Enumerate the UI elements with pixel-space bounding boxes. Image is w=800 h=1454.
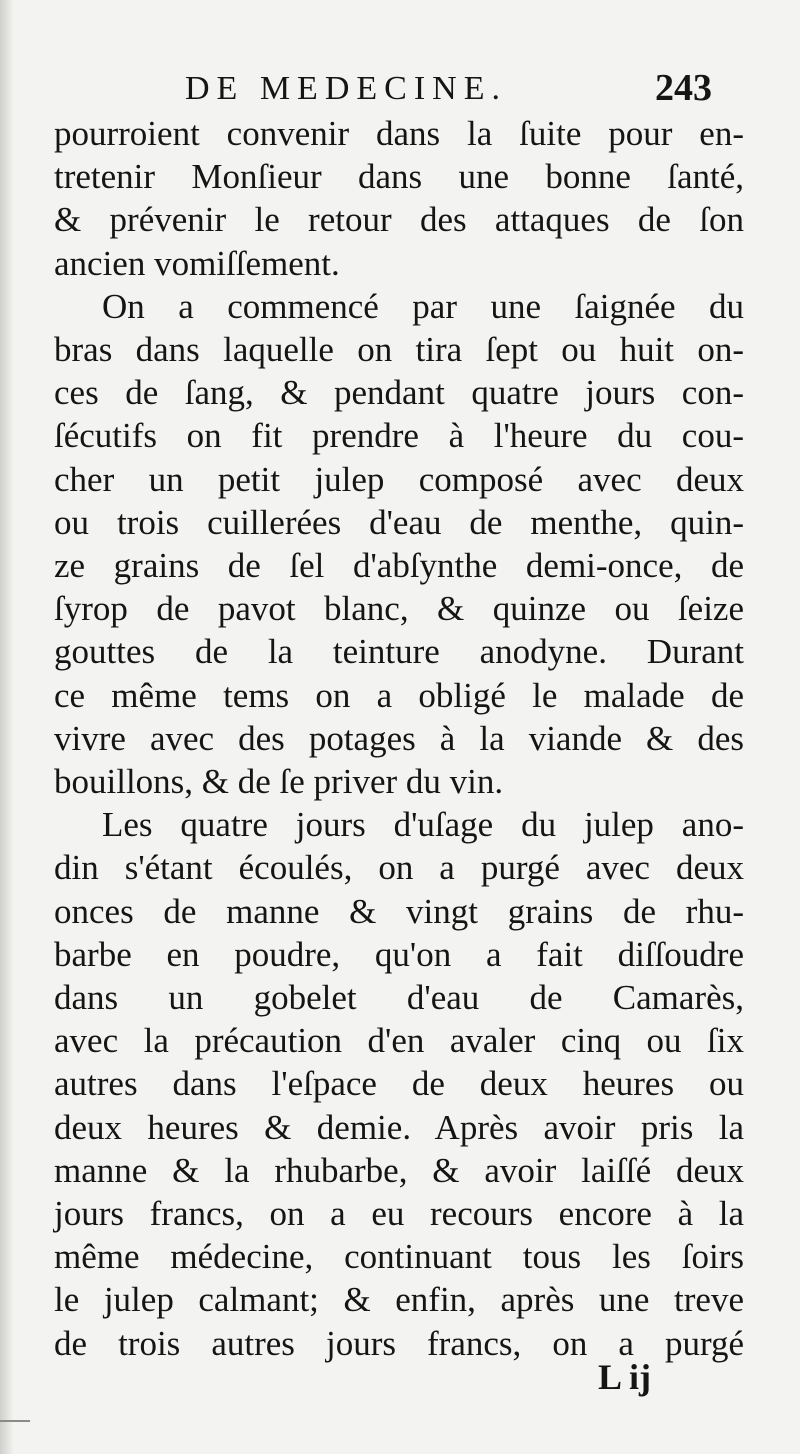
text-line: Les quatre jours d'uſage du julep ano-: [102, 805, 744, 845]
text-line: ce même tems on a obligé le malade de: [54, 675, 744, 715]
text-line: cher un petit julep composé avec deux: [54, 459, 744, 499]
text-line: bras dans laquelle on tira ſept ou huit on-: [54, 330, 744, 370]
text-line: avec la précaution d'en avaler cinq ou ſix: [54, 1021, 744, 1061]
signature-mark: L ij: [598, 1357, 652, 1397]
text-line: vivre avec des potages à la viande & des: [54, 718, 744, 758]
text-line: dans un gobelet d'eau de Camarès,: [54, 978, 744, 1018]
page-edge-shadow: [0, 0, 14, 1454]
text-line: tretenir Monſieur dans une bonne ſanté,: [54, 157, 744, 197]
text-line: din s'étant écoulés, on a purgé avec deux: [54, 848, 744, 888]
text-line: même médecine, continuant tous les ſoirs: [54, 1237, 744, 1277]
text-line: pourroient convenir dans la ſuite pour en-: [54, 114, 744, 153]
text-line: deux heures & demie. Après avoir pris la: [54, 1107, 744, 1147]
text-line: onces de manne & vingt grains de rhu-: [54, 891, 744, 931]
page-number: 243: [655, 67, 712, 109]
text-line: & prévenir le retour des attaques de ſon: [54, 200, 744, 240]
text-line: bouillons, & de ſe priver du vin.: [54, 762, 504, 802]
body-text: [54, 112, 744, 1365]
text-line: jours francs, on a eu recours encore à la: [54, 1194, 744, 1234]
text-line: ze grains de ſel d'abſynthe demi-once, de: [54, 546, 744, 586]
bottom-rule: [0, 1420, 30, 1422]
text-line: le julep calmant; & enfin, après une treve: [54, 1280, 744, 1320]
text-line: ſécutifs on fit prendre à l'heure du cou-: [54, 416, 744, 456]
text-line: ſyrop de pavot blanc, & quinze ou ſeize: [54, 589, 744, 629]
text-line: gouttes de la teinture anodyne. Durant: [54, 632, 744, 672]
text-line: ces de ſang, & pendant quatre jours con-: [54, 373, 744, 413]
text-line: de trois autres jours francs, on a purgé: [54, 1323, 744, 1363]
text-line: On a commencé par une ſaignée du: [102, 286, 744, 326]
text-line: barbe en poudre, qu'on a fait diſſoudre: [54, 934, 744, 974]
text-line: autres dans l'eſpace de deux heures ou: [54, 1064, 744, 1104]
text-line: ancien vomiſſement.: [54, 243, 340, 283]
text-line: manne & la rhubarbe, & avoir laiſſé deux: [54, 1150, 744, 1190]
text-line: ou trois cuillerées d'eau de menthe, quin-: [54, 502, 744, 542]
running-head: DE MEDECINE.: [185, 70, 507, 107]
